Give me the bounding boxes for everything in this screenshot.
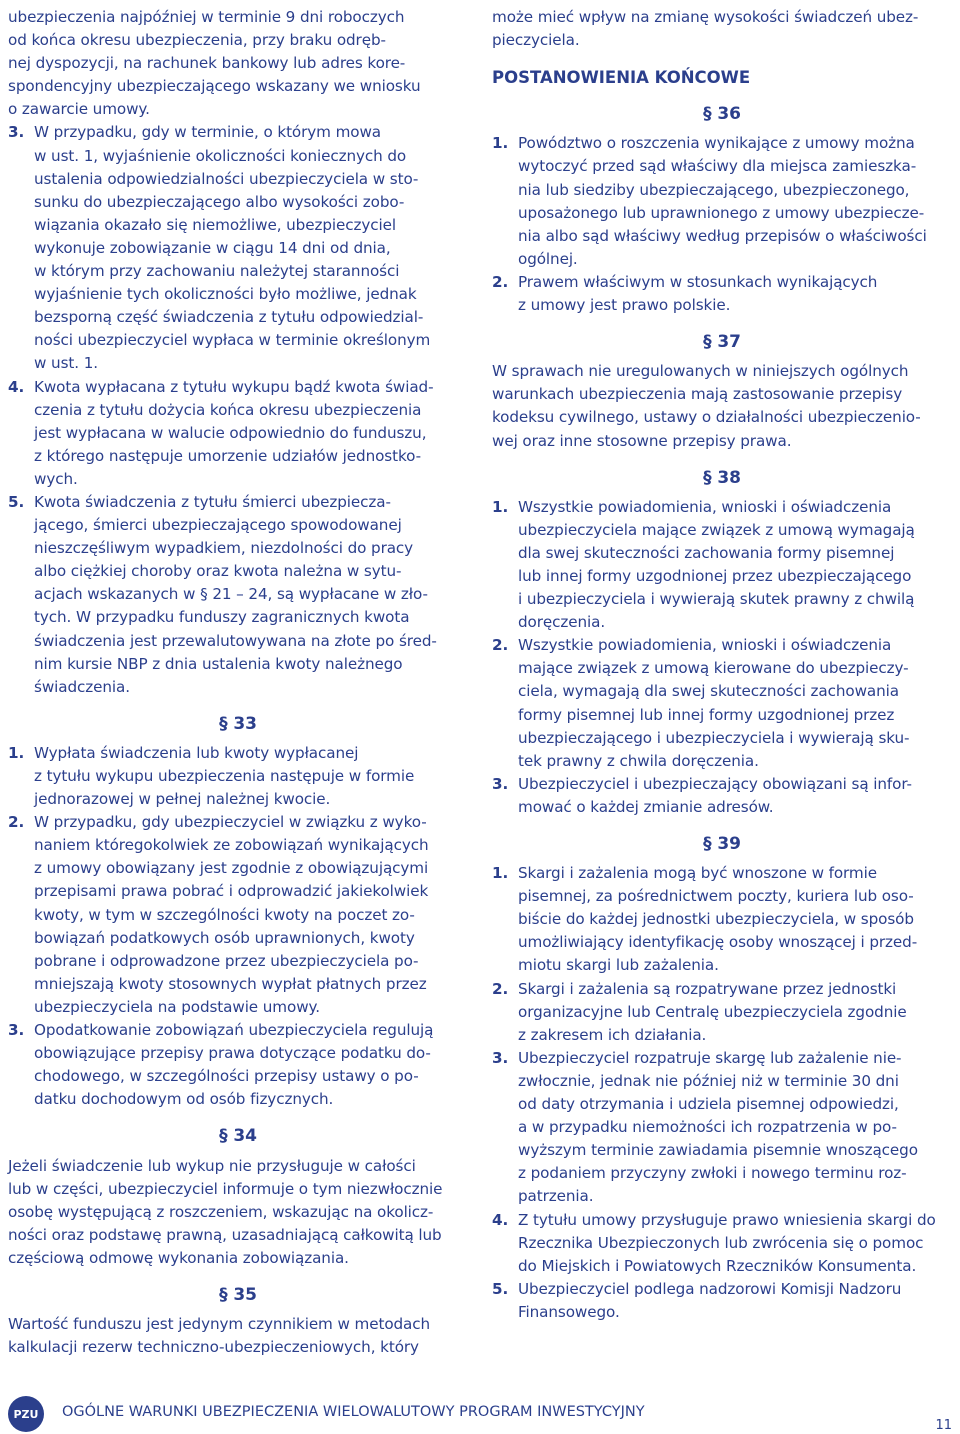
paragraph-35 [8, 1313, 468, 1359]
list-item [8, 121, 468, 375]
list-item [492, 978, 952, 1047]
text-line: W przypadku, gdy w terminie, o którym mowa [34, 123, 381, 142]
text-line: biście do każdej jednostki ubezpieczyciela, w sposób [518, 910, 914, 929]
list-item [8, 376, 468, 491]
text-line: naniem któregokolwiek ze zobowiązań wynikających [34, 836, 429, 855]
item-number: 2. [492, 636, 509, 655]
text-line: lub w części, ubezpieczyciel informuje o tym niezwłocznie [8, 1179, 443, 1198]
text-line: w ust. 1, wyjaśnienie okoliczności koniecznych do [34, 146, 407, 165]
continuation-paragraph [8, 6, 468, 121]
section-heading-38: § 38 [703, 467, 741, 488]
text-line: świadczenia jest przewalutowywana na złote po śred- [34, 631, 437, 650]
item-number: 3. [8, 123, 25, 142]
text-line: wyższym terminie zawiadamia pisemnie wnoszącego [518, 1141, 918, 1160]
text-line: od końca okresu ubezpieczenia, przy braku odręb- [8, 31, 386, 50]
page-footer [8, 1390, 952, 1433]
text-line: wych. [34, 469, 78, 488]
text-line: ciela, wymagają dla swej skuteczności zachowania [518, 682, 899, 701]
text-line: osobę występującą z roszczeniem, wskazując na okolicz- [8, 1202, 434, 1221]
text-line: Ubezpieczyciel podlega nadzorowi Komisji Nadzoru [518, 1279, 902, 1298]
text-line: ubezpieczyciela mające związek z umową wymagają [518, 520, 915, 539]
text-line: z zakresem ich działania. [518, 1025, 707, 1044]
text-line: patrzenia. [518, 1187, 594, 1206]
text-line: albo ciężkiej choroby oraz kwota należna w sytu- [34, 562, 402, 581]
paragraph-37 [492, 360, 952, 452]
text-line: nia lub siedziby ubezpieczającego, ubezpieczonego, [518, 180, 910, 199]
numbered-list-36 [492, 132, 952, 317]
text-line: Kwota wypłacana z tytułu wykupu bądź kwota świad- [34, 377, 434, 396]
text-line: ogólnej. [518, 249, 578, 268]
text-line: Prawem właściwym w stosunkach wynikających [518, 272, 878, 291]
text-line: z podaniem przyczyny zwłoki i nowego terminu roz- [518, 1164, 907, 1183]
text-line: ubezpieczenia najpóźniej w terminie 9 dni roboczych [8, 8, 405, 26]
list-item [492, 1278, 952, 1324]
text-line: uposażonego lub uprawnionego z umowy ubezpiecze- [518, 203, 925, 222]
item-number: 3. [492, 1048, 509, 1067]
continuation-paragraph [492, 6, 952, 52]
list-item [492, 271, 952, 317]
text-line: sunku do ubezpieczającego albo wysokości zobo- [34, 192, 405, 211]
text-line: ubezpieczającego i ubezpieczyciela i wywierają sku- [518, 728, 910, 747]
text-line: czenia z tytułu dożycia końca okresu ubezpieczenia [34, 400, 422, 419]
text-line: kwoty, w tym w szczególności kwoty na poczet zo- [34, 905, 415, 924]
text-line: mniejszają kwoty stosownych wypłat płatnych przez [34, 974, 427, 993]
list-item [492, 862, 952, 977]
text-line: W sprawach nie uregulowanych w niniejszych ogólnych [492, 362, 909, 381]
text-line: Powództwo o roszczenia wynikające z umowy można [518, 134, 915, 153]
item-number: 4. [492, 1210, 509, 1229]
text-line: bezsporną część świadczenia z tytułu odpowiedzial- [34, 308, 424, 327]
text-line: miotu skargi lub zażalenia. [518, 956, 719, 975]
text-line: datku dochodowym od osób fizycznych. [34, 1090, 334, 1109]
text-line: od daty otrzymania i udziela pisemnej odpowiedzi, [518, 1095, 899, 1114]
text-line: Skargi i zażalenia mogą być wnoszone w formie [518, 864, 877, 883]
text-line: nieszczęśliwym wypadkiem, niezdolności do pracy [34, 539, 414, 558]
text-line: organizacyjne lub Centralę ubezpieczyciela zgodnie [518, 1002, 907, 1021]
list-item [8, 811, 468, 1019]
item-number: 2. [492, 979, 509, 998]
text-line: tych. W przypadku funduszy zagranicznych kwota [34, 608, 410, 627]
text-line: dla swej skuteczności zachowania formy pisemnej [518, 543, 895, 562]
pzu-logo: PZU [8, 1396, 44, 1432]
text-line: acjach wskazanych w § 21 – 24, są wypłacane w zło- [34, 585, 428, 604]
document-title: OGÓLNE WARUNKI UBEZPIECZENIA WIELOWALUTOWY PROGRAM INWESTYCYJNY [62, 1404, 645, 1420]
text-line: obowiązujące przepisy prawa dotyczące podatku do- [34, 1044, 431, 1063]
text-line: doręczenia. [518, 613, 606, 632]
text-line: Finansowego. [518, 1302, 620, 1321]
text-line: formy pisemnej lub innej formy uzgodnionej przez [518, 705, 895, 724]
page-number: 11 [935, 1418, 952, 1433]
text-line: mować o każdej zmianie adresów. [518, 797, 774, 816]
item-number: 2. [492, 272, 509, 291]
text-line: o zawarcie umowy. [8, 100, 150, 119]
text-line: Opodatkowanie zobowiązań ubezpieczyciela regulują [34, 1021, 434, 1040]
text-line: ubezpieczyciela na podstawie umowy. [34, 997, 320, 1016]
list-item [8, 1019, 468, 1111]
item-number: 5. [8, 492, 25, 511]
numbered-list [8, 121, 468, 698]
text-line: nim kursie NBP z dnia ustalenia kwoty należnego [34, 654, 403, 673]
text-line: jącego, śmierci ubezpieczającego spowodowanej [34, 516, 402, 535]
text-line: W przypadku, gdy ubezpieczyciel w związku z wyko- [34, 813, 427, 832]
text-line: umożliwiający identyfikację osoby wnoszącej i przed- [518, 933, 918, 952]
text-line: Wszystkie powiadomienia, wnioski i oświadczenia [518, 497, 892, 516]
list-item [492, 132, 952, 271]
text-line: z którego następuje umorzenie udziałów jednostko- [34, 446, 421, 465]
item-number: 1. [8, 743, 25, 762]
text-line: z umowy jest prawo polskie. [518, 296, 731, 315]
text-line: Wartość funduszu jest jedynym czynnikiem w metodach [8, 1315, 431, 1334]
section-heading-36: § 36 [703, 104, 741, 125]
text-line: ustalenia odpowiedzialności ubezpieczyciela w sto- [34, 169, 419, 188]
text-line: Kwota świadczenia z tytułu śmierci ubezpiecza- [34, 492, 391, 511]
text-line: Wypłata świadczenia lub kwoty wypłacanej [34, 743, 359, 762]
text-line: jednorazowej w pełnej należnej kwocie. [34, 790, 331, 809]
text-line: przepisami prawa pobrać i odprowadzić jakiekolwiek [34, 882, 429, 901]
section-heading-33: § 33 [219, 713, 257, 734]
text-line: nia albo sąd właściwy według przepisów o właściwości [518, 226, 927, 245]
text-line: tek prawny z chwila doręczenia. [518, 751, 759, 770]
text-line: Ubezpieczyciel rozpatruje skargę lub zażalenie nie- [518, 1048, 902, 1067]
text-line: wyjaśnienie tych okoliczności było możliwe, jednak [34, 285, 417, 304]
item-number: 1. [492, 134, 509, 153]
item-number: 3. [492, 774, 509, 793]
section-heading-35: § 35 [219, 1284, 257, 1305]
text-line: Ubezpieczyciel i ubezpieczający obowiązani są infor- [518, 774, 912, 793]
text-line: chodowego, w szczególności przepisy ustawy o po- [34, 1067, 419, 1086]
text-line: kalkulacji rezerw techniczno-ubezpieczeniowych, który [8, 1338, 419, 1357]
item-number: 1. [492, 497, 509, 516]
text-line: z umowy obowiązany jest zgodnie z obowiązującymi [34, 859, 429, 878]
text-line: w ust. 1. [34, 354, 98, 373]
text-line: Skargi i zażalenia są rozpatrywane przez jednostki [518, 979, 897, 998]
text-line: nej dyspozycji, na rachunek bankowy lub adres kore- [8, 54, 406, 73]
item-number: 5. [492, 1279, 509, 1298]
text-line: ności ubezpieczyciel wypłaca w terminie określonym [34, 331, 431, 350]
text-line: w którym przy zachowaniu należytej staranności [34, 262, 400, 281]
text-line: warunkach ubezpieczenia mają zastosowanie przepisy [492, 385, 903, 404]
list-item [8, 491, 468, 699]
numbered-list-38 [492, 496, 952, 819]
text-line: pobrane i odprowadzone przez ubezpieczyciela po- [34, 951, 419, 970]
list-item [492, 496, 952, 635]
text-line: kodeksu cywilnego, ustawy o działalności ubezpieczenio- [492, 408, 921, 427]
text-line: Jeżeli świadczenie lub wykup nie przysługuje w całości [8, 1156, 416, 1175]
text-line: wytoczyć przed sąd właściwy dla miejsca zamieszka- [518, 157, 917, 176]
text-line: wykonuje zobowiązanie w ciągu 14 dni od dnia, [34, 238, 391, 257]
text-line: do Miejskich i Powiatowych Rzeczników Konsumenta. [518, 1256, 917, 1275]
list-item [8, 742, 468, 811]
text-line: wiązania okazało się niemożliwe, ubezpieczyciel [34, 215, 396, 234]
final-provisions-heading: POSTANOWIENIA KOŃCOWE [492, 68, 751, 88]
right-column [492, 6, 952, 1324]
text-line: wej oraz inne stosowne przepisy prawa. [492, 431, 792, 450]
text-line: Wszystkie powiadomienia, wnioski i oświadczenia [518, 636, 892, 655]
text-line: zwłocznie, jednak nie później niż w terminie 30 dni [518, 1071, 899, 1090]
text-line: częściową odmowę wykonania zobowiązania. [8, 1248, 349, 1267]
item-number: 2. [8, 813, 25, 832]
text-line: jest wypłacana w walucie odpowiednio do funduszu, [34, 423, 427, 442]
item-number: 3. [8, 1021, 25, 1040]
left-column [8, 6, 468, 1359]
text-line: Rzecznika Ubezpieczonych lub zwrócenia się o pomoc [518, 1233, 924, 1252]
text-line: Z tytułu umowy przysługuje prawo wniesienia skargi do [518, 1210, 936, 1229]
text-line: z tytułu wykupu ubezpieczenia następuje w formie [34, 767, 415, 785]
list-item [492, 1209, 952, 1278]
list-item [492, 1047, 952, 1209]
text-line: i ubezpieczyciela i wywierają skutek prawny z chwilą [518, 590, 915, 609]
item-number: 1. [492, 864, 509, 883]
text-line: świadczenia. [34, 677, 130, 696]
item-number: 4. [8, 377, 25, 396]
text-line: pisemnej, za pośrednictwem poczty, kuriera lub oso- [518, 887, 914, 906]
numbered-list-39 [492, 862, 952, 1324]
section-heading-37: § 37 [703, 332, 741, 353]
text-line: spondencyjny ubezpieczającego wskazany we wniosku [8, 77, 421, 96]
list-item [492, 634, 952, 773]
list-item [492, 773, 952, 819]
text-line: pieczyciela. [492, 31, 580, 50]
text-line: bowiązań podatkowych osób uprawnionych, kwoty [34, 928, 415, 947]
text-line: lub innej formy uzgodnionej przez ubezpieczającego [518, 566, 912, 585]
text-line: mające związek z umową kierowane do ubezpieczy- [518, 659, 909, 678]
section-heading-34: § 34 [219, 1126, 257, 1147]
section-heading-39: § 39 [703, 834, 741, 854]
text-line: a w przypadku niemożności ich rozpatrzenia w po- [518, 1118, 897, 1137]
paragraph-34 [8, 1155, 468, 1270]
numbered-list-33 [8, 742, 468, 1112]
text-line: ności oraz podstawę prawną, uzasadniającą całkowitą lub [8, 1225, 442, 1244]
text-line: może mieć wpływ na zmianę wysokości świadczeń ubez- [492, 8, 919, 26]
